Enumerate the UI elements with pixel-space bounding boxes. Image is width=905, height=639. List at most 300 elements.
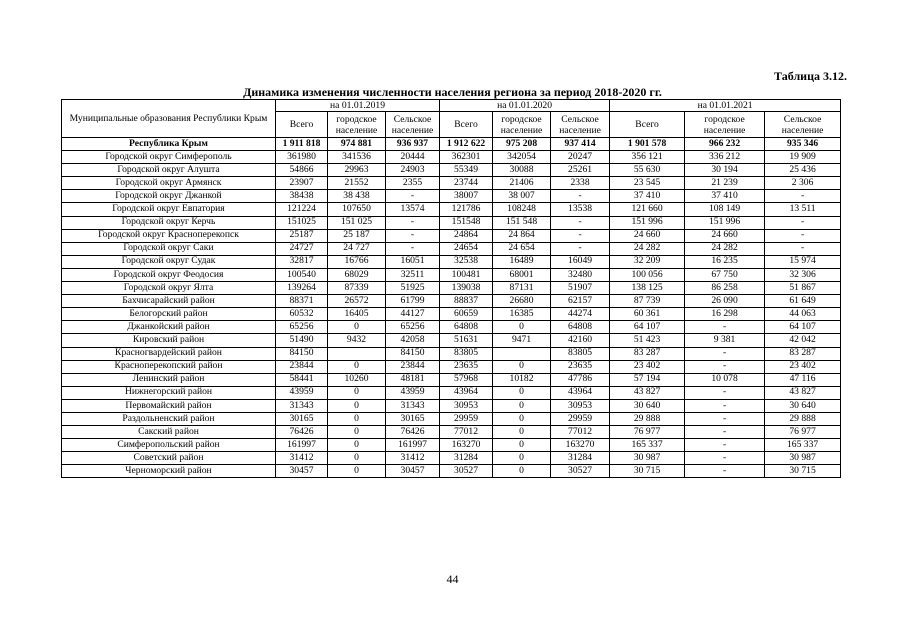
population-cell: 23 402: [765, 360, 841, 373]
population-cell: 88837: [440, 295, 493, 308]
population-cell: 16766: [328, 255, 386, 268]
population-cell: 151548: [440, 216, 493, 229]
table-row: [62, 282, 841, 295]
table-row: [62, 439, 841, 452]
population-cell: 24 660: [610, 229, 685, 242]
municipality-name-cell: Городской округ Ялта: [62, 282, 276, 295]
table-row: [62, 242, 841, 255]
population-cell: 64808: [440, 321, 493, 334]
population-cell: 151025: [276, 216, 328, 229]
population-cell: 30527: [551, 465, 610, 478]
subheader-rural: Сельское население: [386, 112, 440, 138]
population-cell: [328, 347, 386, 360]
population-cell: 48181: [386, 373, 440, 386]
population-cell: 64808: [551, 321, 610, 334]
population-cell: 24 727: [328, 242, 386, 255]
population-cell: 1 911 818: [276, 138, 328, 151]
table-row: [62, 295, 841, 308]
population-cell: 25261: [551, 164, 610, 177]
municipality-name-cell: Раздольненский район: [62, 412, 276, 425]
municipality-name-cell: Советский район: [62, 452, 276, 465]
population-cell: -: [685, 426, 765, 439]
population-cell: 23744: [440, 177, 493, 190]
municipality-name-cell: Городской округ Симферополь: [62, 151, 276, 164]
subheader-total: Всего: [276, 112, 328, 138]
population-cell: 15 974: [765, 255, 841, 268]
population-cell: 87339: [328, 282, 386, 295]
table-row: [62, 399, 841, 412]
population-cell: 163270: [551, 439, 610, 452]
population-cell: 23635: [440, 360, 493, 373]
population-cell: 30 640: [610, 399, 685, 412]
municipality-name-cell: Черноморский район: [62, 465, 276, 478]
population-cell: 44 063: [765, 308, 841, 321]
population-cell: 30 715: [765, 465, 841, 478]
population-cell: 38007: [440, 190, 493, 203]
population-cell: -: [386, 229, 440, 242]
table-row: [62, 465, 841, 478]
population-cell: 51 867: [765, 282, 841, 295]
table-title: Динамика изменения численности населения региона за период 2018-2020 гг.: [243, 85, 662, 99]
table-number-label: Таблица 3.12.: [774, 69, 847, 83]
population-cell: 0: [493, 412, 551, 425]
population-cell: 88371: [276, 295, 328, 308]
population-cell: 341536: [328, 151, 386, 164]
population-cell: 100481: [440, 268, 493, 281]
population-cell: 0: [493, 426, 551, 439]
population-cell: 974 881: [328, 138, 386, 151]
population-cell: 51907: [551, 282, 610, 295]
population-cell: 25 436: [765, 164, 841, 177]
population-cell: 30457: [386, 465, 440, 478]
population-cell: 936 937: [386, 138, 440, 151]
population-cell: 16049: [551, 255, 610, 268]
population-cell: 0: [493, 360, 551, 373]
population-cell: 77012: [551, 426, 610, 439]
population-cell: 60659: [440, 308, 493, 321]
population-cell: 151 996: [610, 216, 685, 229]
table-row: [62, 386, 841, 399]
population-cell: 43 827: [610, 386, 685, 399]
table-row: [62, 151, 841, 164]
municipality-name-cell: Красноперекопский район: [62, 360, 276, 373]
population-cell: 86 258: [685, 282, 765, 295]
population-cell: 76 977: [610, 426, 685, 439]
table-row: [62, 347, 841, 360]
population-cell: 108 149: [685, 203, 765, 216]
population-cell: 966 232: [685, 138, 765, 151]
population-cell: 165 337: [765, 439, 841, 452]
population-cell: 161997: [276, 439, 328, 452]
municipality-name-cell: Городской округ Евпатория: [62, 203, 276, 216]
population-cell: -: [685, 386, 765, 399]
population-cell: 151 548: [493, 216, 551, 229]
population-cell: 0: [328, 439, 386, 452]
population-cell: 107650: [328, 203, 386, 216]
population-cell: 54866: [276, 164, 328, 177]
population-cell: 0: [328, 426, 386, 439]
population-cell: 24727: [276, 242, 328, 255]
population-cell: 10 078: [685, 373, 765, 386]
population-cell: 31343: [386, 399, 440, 412]
population-cell: 29 888: [610, 412, 685, 425]
date-header-2021: на 01.01.2021: [610, 100, 841, 112]
population-cell: 57968: [440, 373, 493, 386]
population-cell: 30 987: [765, 452, 841, 465]
municipality-name-cell: Городской округ Джанкой: [62, 190, 276, 203]
page-number: 44: [446, 572, 459, 586]
population-cell: 361980: [276, 151, 328, 164]
population-cell: -: [685, 412, 765, 425]
population-cell: 23 545: [610, 177, 685, 190]
population-cell: 21552: [328, 177, 386, 190]
population-cell: -: [685, 439, 765, 452]
population-cell: 51 423: [610, 334, 685, 347]
population-cell: 51631: [440, 334, 493, 347]
population-cell: 9471: [493, 334, 551, 347]
population-cell: 30953: [551, 399, 610, 412]
municipality-name-cell: Республика Крым: [62, 138, 276, 151]
population-cell: 108248: [493, 203, 551, 216]
population-cell: 29959: [440, 412, 493, 425]
population-cell: 31412: [386, 452, 440, 465]
population-cell: 0: [328, 321, 386, 334]
population-cell: -: [685, 321, 765, 334]
table-row: [62, 426, 841, 439]
municipality-name-cell: Джанкойский район: [62, 321, 276, 334]
population-cell: 67 750: [685, 268, 765, 281]
population-cell: 31284: [440, 452, 493, 465]
population-cell: 32511: [386, 268, 440, 281]
municipality-name-cell: Городской округ Саки: [62, 242, 276, 255]
population-cell: 9432: [328, 334, 386, 347]
municipality-name-cell: Симферопольский район: [62, 439, 276, 452]
population-cell: 935 346: [765, 138, 841, 151]
population-cell: 83805: [440, 347, 493, 360]
population-cell: 21 239: [685, 177, 765, 190]
population-cell: 68029: [328, 268, 386, 281]
population-cell: 0: [493, 439, 551, 452]
population-cell: 161997: [386, 439, 440, 452]
population-cell: 30457: [276, 465, 328, 478]
population-cell: 139264: [276, 282, 328, 295]
municipal-column-header: Муниципальные образования Республики Крым: [62, 100, 276, 138]
population-cell: 60532: [276, 308, 328, 321]
table-row: [62, 334, 841, 347]
population-cell: 2 306: [765, 177, 841, 190]
population-cell: 38 438: [328, 190, 386, 203]
population-cell: 10260: [328, 373, 386, 386]
population-cell: 30527: [440, 465, 493, 478]
population-cell: 13 511: [765, 203, 841, 216]
population-cell: 121 660: [610, 203, 685, 216]
population-cell: 2338: [551, 177, 610, 190]
population-cell: 0: [328, 412, 386, 425]
municipality-name-cell: Сакский район: [62, 426, 276, 439]
population-cell: 100 056: [610, 268, 685, 281]
population-cell: 2355: [386, 177, 440, 190]
table-row: [62, 177, 841, 190]
population-cell: 23635: [551, 360, 610, 373]
population-cell: 16385: [493, 308, 551, 321]
population-cell: 9 381: [685, 334, 765, 347]
table-row: [62, 229, 841, 242]
population-cell: 26680: [493, 295, 551, 308]
population-cell: 84150: [276, 347, 328, 360]
population-cell: 32 209: [610, 255, 685, 268]
table-row: [62, 360, 841, 373]
population-cell: 43959: [386, 386, 440, 399]
population-cell: 20444: [386, 151, 440, 164]
population-cell: 38 007: [493, 190, 551, 203]
population-cell: -: [551, 190, 610, 203]
population-cell: 76426: [386, 426, 440, 439]
population-cell: 19 909: [765, 151, 841, 164]
population-cell: 26 090: [685, 295, 765, 308]
table-body: [62, 138, 841, 478]
population-cell: 31284: [551, 452, 610, 465]
population-cell: 24 282: [610, 242, 685, 255]
population-cell: 20247: [551, 151, 610, 164]
table-row: [62, 373, 841, 386]
population-cell: 100540: [276, 268, 328, 281]
population-cell: 21406: [493, 177, 551, 190]
population-cell: 37 410: [610, 190, 685, 203]
population-cell: 24654: [440, 242, 493, 255]
population-cell: 165 337: [610, 439, 685, 452]
municipality-name-cell: Ленинский район: [62, 373, 276, 386]
population-cell: 16 298: [685, 308, 765, 321]
population-cell: 44274: [551, 308, 610, 321]
population-cell: 362301: [440, 151, 493, 164]
population-cell: 60 361: [610, 308, 685, 321]
population-cell: 37 410: [685, 190, 765, 203]
population-cell: 76426: [276, 426, 328, 439]
population-cell: -: [551, 216, 610, 229]
population-cell: 84150: [386, 347, 440, 360]
municipality-name-cell: Городской округ Красноперекопск: [62, 229, 276, 242]
population-cell: 24 864: [493, 229, 551, 242]
population-cell: 43964: [551, 386, 610, 399]
population-cell: -: [386, 216, 440, 229]
population-cell: 61 649: [765, 295, 841, 308]
population-cell: 43964: [440, 386, 493, 399]
population-cell: 121224: [276, 203, 328, 216]
population-cell: 30 715: [610, 465, 685, 478]
population-cell: 51925: [386, 282, 440, 295]
population-cell: 32480: [551, 268, 610, 281]
population-cell: -: [685, 347, 765, 360]
population-cell: 31412: [276, 452, 328, 465]
population-cell: 55 630: [610, 164, 685, 177]
population-cell: 42160: [551, 334, 610, 347]
population-cell: 55349: [440, 164, 493, 177]
population-cell: -: [765, 216, 841, 229]
population-cell: 83 287: [610, 347, 685, 360]
population-cell: 47786: [551, 373, 610, 386]
population-cell: 0: [493, 399, 551, 412]
population-cell: 30165: [386, 412, 440, 425]
population-cell: 23 402: [610, 360, 685, 373]
population-cell: 356 121: [610, 151, 685, 164]
population-cell: 23844: [386, 360, 440, 373]
population-cell: 16 235: [685, 255, 765, 268]
population-cell: 1 912 622: [440, 138, 493, 151]
date-header-2020: на 01.01.2020: [440, 100, 610, 112]
population-cell: 25 187: [328, 229, 386, 242]
population-cell: 58441: [276, 373, 328, 386]
population-cell: 29 888: [765, 412, 841, 425]
municipality-name-cell: Городской округ Судак: [62, 255, 276, 268]
population-cell: 0: [493, 386, 551, 399]
population-cell: 32817: [276, 255, 328, 268]
population-cell: -: [551, 229, 610, 242]
population-cell: 139038: [440, 282, 493, 295]
population-cell: -: [765, 242, 841, 255]
population-cell: 151 996: [685, 216, 765, 229]
table-row: [62, 164, 841, 177]
table-row-total: [62, 138, 841, 151]
population-cell: 32 306: [765, 268, 841, 281]
population-cell: 1 901 578: [610, 138, 685, 151]
population-cell: 65256: [276, 321, 328, 334]
population-cell: -: [386, 190, 440, 203]
population-cell: 87131: [493, 282, 551, 295]
population-cell: 51490: [276, 334, 328, 347]
population-cell: 151 025: [328, 216, 386, 229]
subheader-urban: городское население: [328, 112, 386, 138]
table-row: [62, 203, 841, 216]
population-cell: 44127: [386, 308, 440, 321]
population-cell: 0: [493, 321, 551, 334]
population-cell: 38438: [276, 190, 328, 203]
population-cell: 10182: [493, 373, 551, 386]
population-cell: 0: [328, 360, 386, 373]
population-cell: -: [551, 242, 610, 255]
municipality-name-cell: Первомайский район: [62, 399, 276, 412]
population-cell: 30088: [493, 164, 551, 177]
population-cell: 61799: [386, 295, 440, 308]
population-cell: 83 287: [765, 347, 841, 360]
population-cell: 16051: [386, 255, 440, 268]
population-cell: 16405: [328, 308, 386, 321]
population-cell: -: [685, 465, 765, 478]
population-cell: 0: [493, 452, 551, 465]
population-cell: 68001: [493, 268, 551, 281]
population-table: [61, 99, 841, 478]
population-cell: 32538: [440, 255, 493, 268]
subheader-urban: городское население: [685, 112, 765, 138]
municipality-name-cell: Нижнегорский район: [62, 386, 276, 399]
population-cell: 25187: [276, 229, 328, 242]
population-cell: 13538: [551, 203, 610, 216]
population-cell: -: [765, 229, 841, 242]
population-cell: 342054: [493, 151, 551, 164]
population-cell: 87 739: [610, 295, 685, 308]
population-cell: 0: [328, 399, 386, 412]
municipality-name-cell: Городской округ Алушта: [62, 164, 276, 177]
population-cell: 0: [328, 465, 386, 478]
municipality-name-cell: Бахчисарайский район: [62, 295, 276, 308]
subheader-rural: Сельское население: [765, 112, 841, 138]
population-cell: 76 977: [765, 426, 841, 439]
population-cell: 23844: [276, 360, 328, 373]
population-cell: 0: [328, 386, 386, 399]
population-cell: 29963: [328, 164, 386, 177]
table-row: [62, 452, 841, 465]
population-cell: 64 107: [610, 321, 685, 334]
table-row: [62, 216, 841, 229]
population-cell: 0: [493, 465, 551, 478]
population-cell: 30 194: [685, 164, 765, 177]
table-row: [62, 268, 841, 281]
municipality-name-cell: Городской округ Армянск: [62, 177, 276, 190]
population-cell: 43959: [276, 386, 328, 399]
table-row: [62, 190, 841, 203]
population-cell: 24903: [386, 164, 440, 177]
population-cell: 43 827: [765, 386, 841, 399]
population-cell: 24 654: [493, 242, 551, 255]
population-cell: 24 660: [685, 229, 765, 242]
population-cell: 77012: [440, 426, 493, 439]
population-cell: 0: [328, 452, 386, 465]
population-cell: 65256: [386, 321, 440, 334]
population-cell: -: [765, 190, 841, 203]
subheader-total: Всего: [440, 112, 493, 138]
population-cell: 42 042: [765, 334, 841, 347]
municipality-name-cell: Красногвардейский район: [62, 347, 276, 360]
population-cell: 23907: [276, 177, 328, 190]
table-row: [62, 308, 841, 321]
population-cell: 24864: [440, 229, 493, 242]
date-header-2019: на 01.01.2019: [276, 100, 440, 112]
header-row-dates: [62, 100, 841, 112]
population-cell: 30953: [440, 399, 493, 412]
subheader-urban: городское население: [493, 112, 551, 138]
population-cell: -: [685, 360, 765, 373]
municipality-name-cell: Белогорский район: [62, 308, 276, 321]
population-cell: 83805: [551, 347, 610, 360]
population-cell: 30165: [276, 412, 328, 425]
municipality-name-cell: Кировский район: [62, 334, 276, 347]
population-cell: 336 212: [685, 151, 765, 164]
population-cell: 42058: [386, 334, 440, 347]
subheader-rural: Сельское население: [551, 112, 610, 138]
population-cell: -: [386, 242, 440, 255]
population-cell: 30 640: [765, 399, 841, 412]
population-cell: 163270: [440, 439, 493, 452]
table-row: [62, 412, 841, 425]
population-cell: 138 125: [610, 282, 685, 295]
table-row: [62, 255, 841, 268]
subheader-total: Всего: [610, 112, 685, 138]
municipality-name-cell: Городской округ Феодосия: [62, 268, 276, 281]
population-cell: 29959: [551, 412, 610, 425]
population-cell: 937 414: [551, 138, 610, 151]
population-cell: 57 194: [610, 373, 685, 386]
population-cell: 30 987: [610, 452, 685, 465]
population-cell: 26572: [328, 295, 386, 308]
population-cell: -: [685, 452, 765, 465]
population-cell: 13574: [386, 203, 440, 216]
population-cell: 16489: [493, 255, 551, 268]
population-cell: 64 107: [765, 321, 841, 334]
table-row: [62, 321, 841, 334]
population-cell: 47 116: [765, 373, 841, 386]
population-cell: 975 208: [493, 138, 551, 151]
population-cell: 62157: [551, 295, 610, 308]
population-cell: 24 282: [685, 242, 765, 255]
